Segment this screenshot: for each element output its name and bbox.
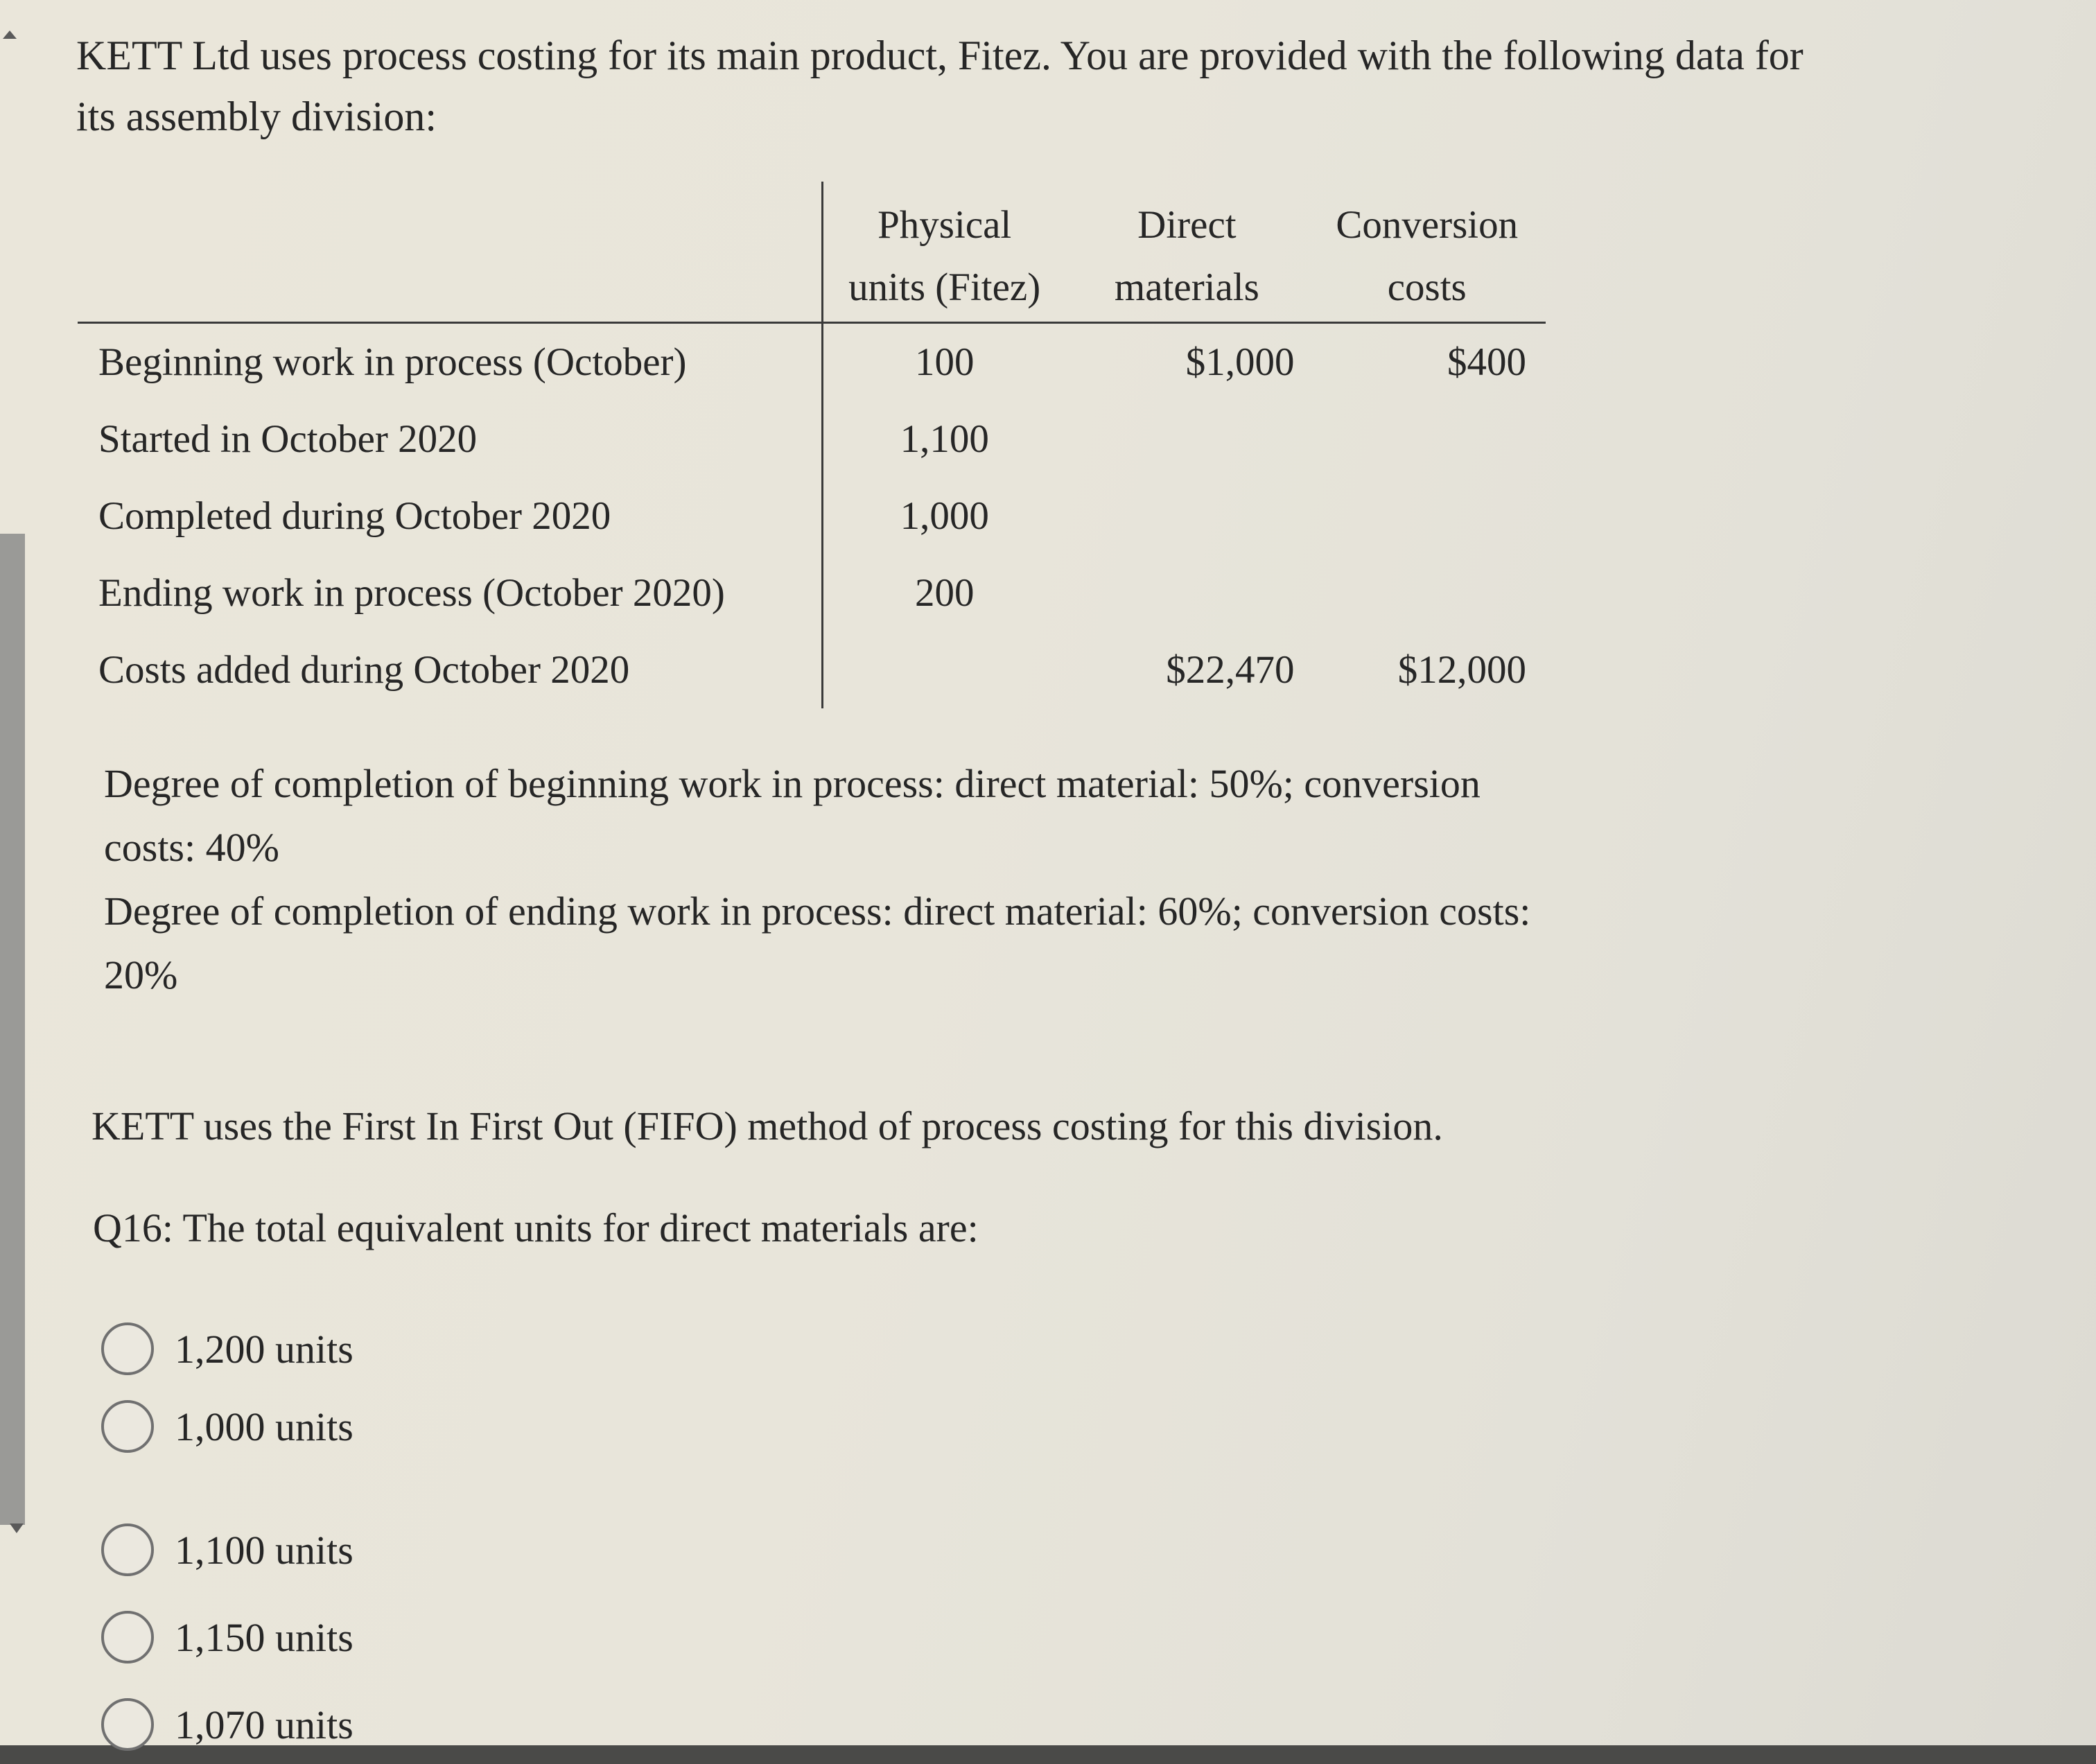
table-row <box>78 478 1546 554</box>
answer-option[interactable] <box>101 1695 353 1754</box>
radio-button-icon[interactable] <box>101 1523 154 1576</box>
physical-units-value: 1,000 <box>900 494 989 538</box>
answer-option[interactable] <box>101 1521 353 1579</box>
conversion-costs-value: $12,000 <box>1397 648 1526 692</box>
table-header-row <box>78 182 1546 323</box>
table-row <box>78 554 1546 631</box>
conversion-costs-value <box>1308 401 1546 478</box>
radio-button-icon[interactable] <box>101 1611 154 1663</box>
option-label[interactable]: 1,070 units <box>175 1702 353 1747</box>
question-text: Q16: The total equivalent units for direct materials are: <box>93 1205 979 1250</box>
radio-button-icon[interactable] <box>101 1400 154 1453</box>
header-physical-units: Physical units (Fitez) <box>823 182 1066 323</box>
answer-option[interactable] <box>101 1320 353 1378</box>
radio-button-icon[interactable] <box>101 1698 154 1751</box>
physical-units-value: 100 <box>914 340 975 384</box>
intro-paragraph: KETT Ltd uses process costing for its main product, Fitez. You are provided with the following data for its assembly division: <box>76 33 1804 139</box>
physical-units-value: 200 <box>914 571 975 615</box>
direct-materials-value: $22,470 <box>1166 648 1295 692</box>
direct-materials-value <box>1065 401 1308 478</box>
scrollbar-track[interactable] <box>0 534 25 1525</box>
physical-units-value <box>823 631 1066 708</box>
direct-materials-value: $1,000 <box>1185 340 1295 384</box>
fifo-statement: KETT uses the First In First Out (FIFO) method of process costing for this division. <box>91 1103 1443 1149</box>
physical-units-value: 1,100 <box>900 417 989 461</box>
option-label[interactable]: 1,200 units <box>175 1326 353 1372</box>
option-label[interactable]: 1,100 units <box>175 1527 353 1573</box>
table-row <box>78 631 1546 708</box>
conversion-costs-value <box>1308 554 1546 631</box>
scroll-down-arrow-icon[interactable] <box>10 1523 24 1533</box>
conversion-costs-value: $400 <box>1447 340 1526 384</box>
row-label: Completed during October 2020 <box>78 478 823 554</box>
scroll-up-arrow-icon[interactable] <box>3 30 17 39</box>
answer-option[interactable] <box>101 1397 353 1456</box>
ending-wip-note: Degree of completion of ending work in process: direct material: 60%; conversion costs: 20% <box>104 889 1531 997</box>
option-label[interactable]: 1,000 units <box>175 1404 353 1449</box>
header-conversion-costs: Conversion costs <box>1308 182 1546 323</box>
row-label: Started in October 2020 <box>78 401 823 478</box>
row-label: Costs added during October 2020 <box>78 631 823 708</box>
row-label: Beginning work in process (October) <box>78 323 823 401</box>
header-direct-materials: Direct materials <box>1065 182 1308 323</box>
row-label: Ending work in process (October 2020) <box>78 554 823 631</box>
direct-materials-value <box>1065 554 1308 631</box>
option-label[interactable]: 1,150 units <box>175 1614 353 1660</box>
completion-notes <box>104 752 1560 1007</box>
table-row <box>78 323 1546 401</box>
process-costing-table <box>78 182 1546 708</box>
table-row <box>78 401 1546 478</box>
radio-button-icon[interactable] <box>101 1322 154 1375</box>
conversion-costs-value <box>1308 478 1546 554</box>
header-blank <box>78 182 823 323</box>
direct-materials-value <box>1065 478 1308 554</box>
beginning-wip-note: Degree of completion of beginning work in process: direct material: 50%; conversion costs: 40% <box>104 761 1481 870</box>
answer-option[interactable] <box>101 1608 353 1666</box>
